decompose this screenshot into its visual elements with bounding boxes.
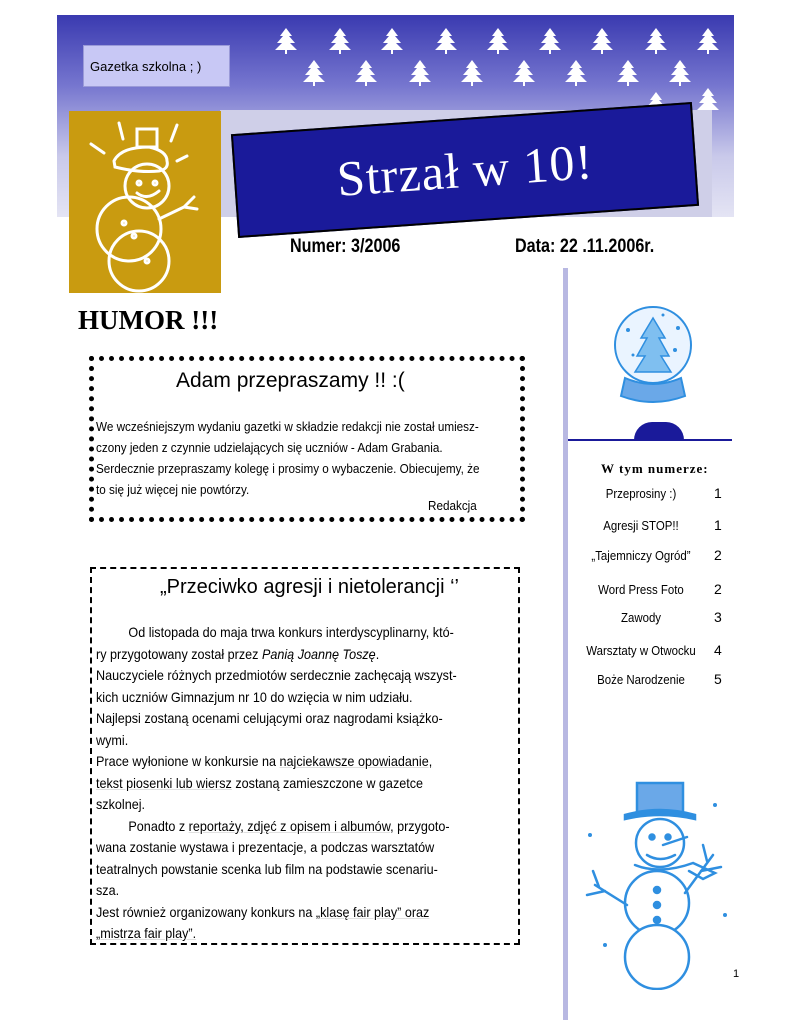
apology-line: czony jeden z czynnie udzielających się uczniów - Adam Grabania. — [96, 440, 443, 455]
apology-line: Serdecznie przepraszamy kolegę i prosimy o wybaczenie. Obiecujemy, że — [96, 461, 480, 476]
contest-line: Nauczyciele różnych przedmiotów serdecznie zachęcają wszyst- — [96, 667, 457, 683]
highlight-text: „mistrza fair play”. — [96, 925, 197, 941]
highlight-text: reportaży, zdjęć z opisem i albumów — [188, 817, 391, 834]
highlight-text: „klasę fair play” oraz — [315, 903, 430, 920]
newspaper-tag: Gazetka szkolna ; ) — [83, 45, 230, 87]
contest-line: teatralnych powstanie scenka lub film na podstawie scenariu- — [96, 860, 438, 877]
column-divider — [563, 268, 568, 1020]
toc-item-label[interactable]: Zawody — [620, 610, 662, 625]
contest-line: Najlepsi zostaną ocenami celującymi oraz nagrodami książko- — [96, 710, 443, 726]
toc-item-page: 2 — [714, 547, 722, 563]
toc-item-page: 3 — [714, 609, 722, 625]
contest-line: wana zostanie wystawa i prezentacje, a podczas warsztatów — [96, 839, 435, 855]
snowman-logo-box — [69, 111, 221, 293]
contest-body — [96, 622, 510, 945]
highlight-text: najciekawsze opowiadanie, — [279, 753, 433, 769]
toc-item-page: 4 — [714, 642, 722, 658]
contest-line — [96, 923, 510, 945]
section-title: HUMOR !!! — [78, 305, 219, 335]
toc-heading: W tym numerze: — [601, 461, 709, 476]
teacher-name: Panią Joannę Toszę — [261, 645, 376, 662]
snowman-icon — [575, 775, 740, 990]
page-number: 1 — [733, 968, 740, 980]
apology-signature: Redakcja — [428, 498, 477, 513]
contest-line: Od listopada do maja trwa konkurs interdyscyplinarny, któ- — [128, 624, 454, 640]
contest-line: tekst piosenki lub wiersz zostaną zamieszczone w gazetce — [96, 774, 424, 791]
snowman-logo-icon — [69, 111, 221, 293]
highlight-text: tekst piosenki lub wiersz — [96, 774, 232, 791]
toc-item-page: 5 — [714, 671, 722, 687]
contest-line: Ponadto z reportaży, zdjęć z opisem i albumów, przygoto- — [128, 817, 450, 834]
toc-badge — [634, 422, 684, 440]
toc-item-label[interactable]: Warsztaty w Otwocku — [586, 643, 696, 658]
contest-line: szkolnej. — [96, 796, 146, 812]
toc-item-page: 2 — [714, 581, 722, 597]
toc-item-label[interactable]: Przeprosiny :) — [605, 486, 677, 501]
contest-line: wymi. — [96, 731, 129, 748]
toc-item-page: 1 — [714, 517, 722, 533]
contest-line: Jest również organizowany konkurs na „klasę fair play” oraz — [96, 903, 430, 920]
contest-line: ry przygotowany został przez Panią Joannę Toszę. — [96, 645, 380, 662]
toc-item-label[interactable]: Boże Narodzenie — [597, 672, 685, 687]
toc-item-label[interactable]: „Tajemniczy Ogród” — [591, 548, 691, 563]
apology-body — [96, 416, 519, 500]
toc-rule — [568, 439, 732, 441]
contest-title: „Przeciwko agresji i nietolerancji ‘’ — [160, 576, 459, 598]
snow-globe-icon — [603, 300, 703, 410]
issue-date: Data: 22 .11.2006r. — [515, 236, 655, 257]
apology-line: to się już więcej nie powtórzy. — [96, 482, 250, 497]
masthead-title: Strzał w 10! — [335, 133, 595, 207]
issue-number: Numer: 3/2006 — [290, 236, 401, 257]
toc-item-page: 1 — [714, 485, 722, 501]
toc-item-label[interactable]: Word Press Foto — [598, 582, 684, 597]
apology-title: Adam przepraszamy !! :( — [176, 369, 405, 392]
contest-line: kich uczniów Gimnazjum nr 10 do wzięcia w nim udziału. — [96, 688, 413, 705]
contest-line: sza. — [96, 882, 120, 898]
toc-item-label[interactable]: Agresji STOP!! — [603, 518, 679, 533]
contest-line: Prace wyłonione w konkursie na najciekawsze opowiadanie, — [96, 753, 433, 769]
apology-line: We wcześniejszym wydaniu gazetki w składzie redakcji nie został umiesz- — [96, 419, 479, 434]
